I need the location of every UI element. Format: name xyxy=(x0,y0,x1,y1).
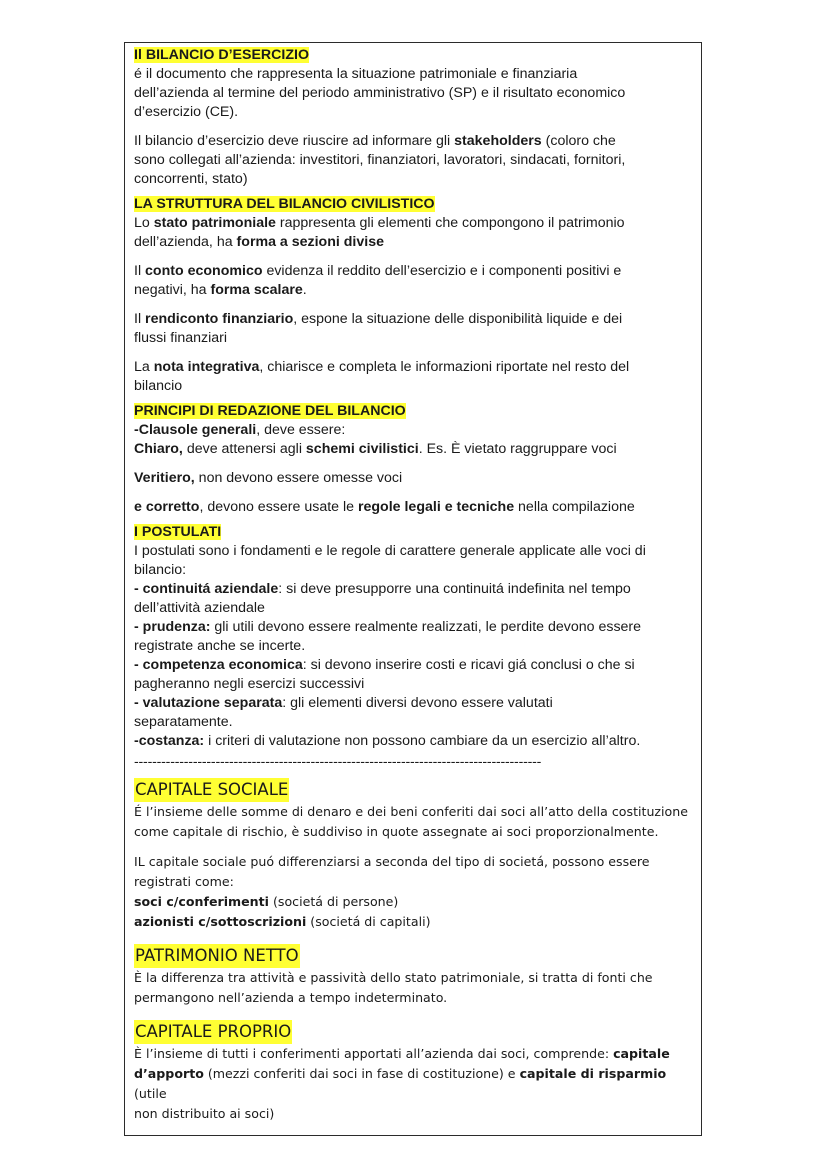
heading-capitale-proprio: CAPITALE PROPRIO xyxy=(134,1020,292,1044)
paragraph: registrati come: xyxy=(134,874,234,889)
paragraph: I postulati sono i fondamenti e le regole di carattere generale applicate alle voci di xyxy=(134,543,646,559)
paragraph: concorrenti, stato) xyxy=(134,171,248,187)
list-item: - valutazione separata: gli elementi diversi devono essere valutati xyxy=(134,695,553,711)
paragraph: Veritiero, non devono essere omesse voci xyxy=(134,470,403,486)
paragraph: flussi finanziari xyxy=(134,330,228,346)
list-item: - prudenza: gli utili devono essere realmente realizzati, le perdite devono essere xyxy=(134,619,642,635)
list-item: separatamente. xyxy=(134,714,233,730)
list-item: dell’attività aziendale xyxy=(134,600,265,616)
paragraph: Chiaro, deve attenersi agli schemi civilistici. Es. È vietato raggruppare voci xyxy=(134,441,617,457)
heading-patrimonio-netto: PATRIMONIO NETTO xyxy=(134,944,300,968)
list-item: - continuitá aziendale: si deve presupporre una continuitá indefinita nel tempo xyxy=(134,581,631,597)
paragraph: Il conto economico evidenza il reddito dell’esercizio e i componenti positivi e xyxy=(134,263,622,279)
list-item: -costanza: i criteri di valutazione non possono cambiare da un esercizio all’altro. xyxy=(134,733,641,749)
paragraph: Il rendiconto finanziario, espone la situazione delle disponibilità liquide e dei xyxy=(134,311,623,327)
paragraph: É l’insieme delle somme di denaro e dei beni conferiti dai soci all’atto della costituzione xyxy=(134,804,688,819)
paragraph: È la differenza tra attività e passività dello stato patrimoniale, si tratta di fonti che xyxy=(134,970,653,985)
paragraph: bilancio xyxy=(134,378,183,394)
heading-postulati: I POSTULATI xyxy=(134,524,222,540)
paragraph: dell’azienda al termine del periodo amministrativo (SP) e il risultato economico xyxy=(134,85,626,101)
dashed-separator: ------------------------------------------------------------------------------------------ xyxy=(134,754,542,770)
list-item: pagheranno negli esercizi successivi xyxy=(134,676,365,692)
paragraph: e corretto, devono essere usate le regole legali e tecniche nella compilazione xyxy=(134,499,635,515)
paragraph: Il bilancio d’esercizio deve riuscire ad informare gli stakeholders (coloro che xyxy=(134,133,616,149)
paragraph: Lo stato patrimoniale rappresenta gli elementi che compongono il patrimonio xyxy=(134,215,625,231)
paragraph: come capitale di rischio, è suddiviso in quote assegnate ai soci proporzionalmente. xyxy=(134,824,659,839)
paragraph: soci c/conferimenti (societá di persone) xyxy=(134,894,399,909)
heading-bilancio-esercizio: Il BILANCIO D’ESERCIZIO xyxy=(134,47,309,63)
paragraph: é il documento che rappresenta la situazione patrimoniale e finanziaria xyxy=(134,66,578,82)
list-item: - competenza economica: si devono inserire costi e ricavi giá conclusi o che si xyxy=(134,657,635,673)
document-body xyxy=(134,46,698,1124)
paragraph: bilancio: xyxy=(134,562,187,578)
list-item: registrate anche se incerte. xyxy=(134,638,306,654)
paragraph: -Clausole generali, deve essere: xyxy=(134,422,346,438)
paragraph: azionisti c/sottoscrizioni (societá di capitali) xyxy=(134,914,431,929)
heading-principi-redazione: PRINCIPI DI REDAZIONE DEL BILANCIO xyxy=(134,403,406,419)
paragraph: La nota integrativa, chiarisce e completa le informazioni riportate nel resto del xyxy=(134,359,630,375)
paragraph: d’apporto (mezzi conferiti dai soci in fase di costituzione) e capitale di risparmio (utile xyxy=(134,1066,667,1101)
paragraph: non distribuito ai soci) xyxy=(134,1106,275,1121)
paragraph: dell’azienda, ha forma a sezioni divise xyxy=(134,234,384,250)
paragraph: permangono nell’azienda a tempo indeterminato. xyxy=(134,990,448,1005)
heading-capitale-sociale: CAPITALE SOCIALE xyxy=(134,778,289,802)
paragraph: È l’insieme di tutti i conferimenti apportati all’azienda dai soci, comprende: capitale xyxy=(134,1046,670,1061)
paragraph: negativi, ha forma scalare. xyxy=(134,282,307,298)
paragraph: d’esercizio (CE). xyxy=(134,104,239,120)
paragraph: IL capitale sociale puó differenziarsi a seconda del tipo di societá, possono essere xyxy=(134,854,650,869)
heading-struttura-bilancio: LA STRUTTURA DEL BILANCIO CIVILISTICO xyxy=(134,196,435,212)
paragraph: sono collegati all’azienda: investitori, finanziatori, lavoratori, sindacati, fornitori, xyxy=(134,152,626,168)
